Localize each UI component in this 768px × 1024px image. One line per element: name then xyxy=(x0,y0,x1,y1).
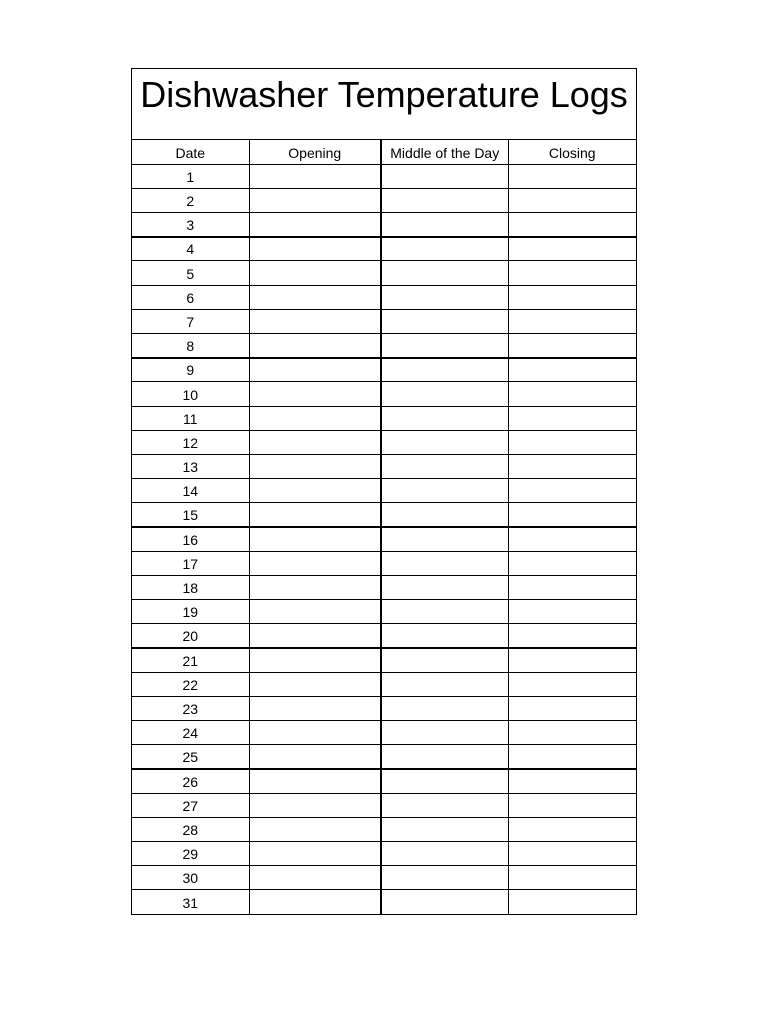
table-row xyxy=(132,188,636,212)
log-table xyxy=(132,140,636,914)
header-closing: Closing xyxy=(508,140,636,164)
opening-cell[interactable] xyxy=(249,672,381,696)
middle-of-day-cell[interactable] xyxy=(381,624,508,648)
table-row xyxy=(132,551,636,575)
table-row xyxy=(132,285,636,309)
middle-of-day-cell[interactable] xyxy=(381,721,508,745)
opening-cell[interactable] xyxy=(249,551,381,575)
middle-of-day-cell[interactable] xyxy=(381,841,508,865)
closing-cell[interactable] xyxy=(508,866,636,890)
log-body xyxy=(132,164,636,914)
closing-cell[interactable] xyxy=(508,285,636,309)
opening-cell[interactable] xyxy=(249,793,381,817)
closing-cell[interactable] xyxy=(508,358,636,382)
date-cell: 31 xyxy=(132,890,249,914)
date-cell: 13 xyxy=(132,454,249,478)
opening-cell[interactable] xyxy=(249,817,381,841)
table-row xyxy=(132,309,636,333)
table-row xyxy=(132,866,636,890)
date-cell: 2 xyxy=(132,188,249,212)
closing-cell[interactable] xyxy=(508,406,636,430)
table-row xyxy=(132,503,636,527)
middle-of-day-cell[interactable] xyxy=(381,454,508,478)
date-cell: 5 xyxy=(132,261,249,285)
middle-of-day-cell[interactable] xyxy=(381,745,508,769)
middle-of-day-cell[interactable] xyxy=(381,793,508,817)
opening-cell[interactable] xyxy=(249,648,381,672)
closing-cell[interactable] xyxy=(508,237,636,261)
table-row xyxy=(132,479,636,503)
middle-of-day-cell[interactable] xyxy=(381,696,508,720)
middle-of-day-cell[interactable] xyxy=(381,575,508,599)
table-row xyxy=(132,890,636,914)
date-cell: 6 xyxy=(132,285,249,309)
date-cell: 8 xyxy=(132,334,249,358)
closing-cell[interactable] xyxy=(508,793,636,817)
opening-cell[interactable] xyxy=(249,237,381,261)
middle-of-day-cell[interactable] xyxy=(381,309,508,333)
date-cell: 30 xyxy=(132,866,249,890)
middle-of-day-cell[interactable] xyxy=(381,866,508,890)
table-row xyxy=(132,696,636,720)
table-row xyxy=(132,164,636,188)
date-cell: 14 xyxy=(132,479,249,503)
date-cell: 11 xyxy=(132,406,249,430)
middle-of-day-cell[interactable] xyxy=(381,430,508,454)
middle-of-day-cell[interactable] xyxy=(381,817,508,841)
closing-cell[interactable] xyxy=(508,503,636,527)
date-cell: 16 xyxy=(132,527,249,551)
closing-cell[interactable] xyxy=(508,334,636,358)
table-row xyxy=(132,817,636,841)
closing-cell[interactable] xyxy=(508,527,636,551)
middle-of-day-cell[interactable] xyxy=(381,479,508,503)
closing-cell[interactable] xyxy=(508,600,636,624)
header-date: Date xyxy=(132,140,249,164)
table-row xyxy=(132,406,636,430)
middle-of-day-cell[interactable] xyxy=(381,551,508,575)
date-cell: 21 xyxy=(132,648,249,672)
table-row xyxy=(132,769,636,793)
middle-of-day-cell[interactable] xyxy=(381,527,508,551)
date-cell: 25 xyxy=(132,745,249,769)
closing-cell[interactable] xyxy=(508,721,636,745)
table-row xyxy=(132,600,636,624)
middle-of-day-cell[interactable] xyxy=(381,188,508,212)
opening-cell[interactable] xyxy=(249,406,381,430)
opening-cell[interactable] xyxy=(249,841,381,865)
opening-cell[interactable] xyxy=(249,745,381,769)
opening-cell[interactable] xyxy=(249,696,381,720)
opening-cell[interactable] xyxy=(249,769,381,793)
header-row xyxy=(132,140,636,164)
middle-of-day-cell[interactable] xyxy=(381,648,508,672)
closing-cell[interactable] xyxy=(508,890,636,914)
date-cell: 24 xyxy=(132,721,249,745)
closing-cell[interactable] xyxy=(508,672,636,696)
closing-cell[interactable] xyxy=(508,454,636,478)
closing-cell[interactable] xyxy=(508,769,636,793)
middle-of-day-cell[interactable] xyxy=(381,406,508,430)
closing-cell[interactable] xyxy=(508,261,636,285)
closing-cell[interactable] xyxy=(508,164,636,188)
date-cell: 4 xyxy=(132,237,249,261)
closing-cell[interactable] xyxy=(508,648,636,672)
date-cell: 27 xyxy=(132,793,249,817)
date-cell: 29 xyxy=(132,841,249,865)
closing-cell[interactable] xyxy=(508,841,636,865)
table-row xyxy=(132,213,636,237)
middle-of-day-cell[interactable] xyxy=(381,261,508,285)
opening-cell[interactable] xyxy=(249,503,381,527)
middle-of-day-cell[interactable] xyxy=(381,164,508,188)
opening-cell[interactable] xyxy=(249,575,381,599)
date-cell: 15 xyxy=(132,503,249,527)
opening-cell[interactable] xyxy=(249,430,381,454)
date-cell: 1 xyxy=(132,164,249,188)
closing-cell[interactable] xyxy=(508,479,636,503)
opening-cell[interactable] xyxy=(249,527,381,551)
middle-of-day-cell[interactable] xyxy=(381,769,508,793)
closing-cell[interactable] xyxy=(508,430,636,454)
opening-cell[interactable] xyxy=(249,334,381,358)
temperature-log-sheet xyxy=(131,68,637,915)
date-cell: 17 xyxy=(132,551,249,575)
table-row xyxy=(132,721,636,745)
table-row xyxy=(132,237,636,261)
table-row xyxy=(132,648,636,672)
middle-of-day-cell[interactable] xyxy=(381,213,508,237)
opening-cell[interactable] xyxy=(249,188,381,212)
table-row xyxy=(132,672,636,696)
table-row xyxy=(132,382,636,406)
opening-cell[interactable] xyxy=(249,624,381,648)
closing-cell[interactable] xyxy=(508,188,636,212)
date-cell: 26 xyxy=(132,769,249,793)
date-cell: 28 xyxy=(132,817,249,841)
opening-cell[interactable] xyxy=(249,454,381,478)
middle-of-day-cell[interactable] xyxy=(381,382,508,406)
date-cell: 20 xyxy=(132,624,249,648)
middle-of-day-cell[interactable] xyxy=(381,672,508,696)
closing-cell[interactable] xyxy=(508,213,636,237)
table-row xyxy=(132,745,636,769)
date-cell: 19 xyxy=(132,600,249,624)
closing-cell[interactable] xyxy=(508,309,636,333)
date-cell: 10 xyxy=(132,382,249,406)
table-row xyxy=(132,454,636,478)
opening-cell[interactable] xyxy=(249,309,381,333)
closing-cell[interactable] xyxy=(508,382,636,406)
opening-cell[interactable] xyxy=(249,890,381,914)
middle-of-day-cell[interactable] xyxy=(381,285,508,309)
opening-cell[interactable] xyxy=(249,382,381,406)
date-cell: 22 xyxy=(132,672,249,696)
opening-cell[interactable] xyxy=(249,213,381,237)
table-row xyxy=(132,261,636,285)
page-title: Dishwasher Temperature Logs xyxy=(140,74,628,115)
closing-cell[interactable] xyxy=(508,575,636,599)
closing-cell[interactable] xyxy=(508,696,636,720)
opening-cell[interactable] xyxy=(249,358,381,382)
opening-cell[interactable] xyxy=(249,164,381,188)
opening-cell[interactable] xyxy=(249,261,381,285)
opening-cell[interactable] xyxy=(249,479,381,503)
opening-cell[interactable] xyxy=(249,600,381,624)
closing-cell[interactable] xyxy=(508,817,636,841)
opening-cell[interactable] xyxy=(249,866,381,890)
table-row xyxy=(132,358,636,382)
closing-cell[interactable] xyxy=(508,624,636,648)
table-row xyxy=(132,527,636,551)
middle-of-day-cell[interactable] xyxy=(381,237,508,261)
table-row xyxy=(132,841,636,865)
opening-cell[interactable] xyxy=(249,721,381,745)
date-cell: 18 xyxy=(132,575,249,599)
middle-of-day-cell[interactable] xyxy=(381,334,508,358)
date-cell: 3 xyxy=(132,213,249,237)
table-row xyxy=(132,334,636,358)
title-cell xyxy=(132,69,636,140)
middle-of-day-cell[interactable] xyxy=(381,600,508,624)
table-row xyxy=(132,624,636,648)
table-row xyxy=(132,575,636,599)
middle-of-day-cell[interactable] xyxy=(381,890,508,914)
date-cell: 7 xyxy=(132,309,249,333)
date-cell: 12 xyxy=(132,430,249,454)
middle-of-day-cell[interactable] xyxy=(381,358,508,382)
opening-cell[interactable] xyxy=(249,285,381,309)
closing-cell[interactable] xyxy=(508,551,636,575)
middle-of-day-cell[interactable] xyxy=(381,503,508,527)
table-row xyxy=(132,430,636,454)
header-middle-of-day: Middle of the Day xyxy=(381,140,508,164)
closing-cell[interactable] xyxy=(508,745,636,769)
header-opening: Opening xyxy=(249,140,381,164)
date-cell: 9 xyxy=(132,358,249,382)
table-row xyxy=(132,793,636,817)
date-cell: 23 xyxy=(132,696,249,720)
